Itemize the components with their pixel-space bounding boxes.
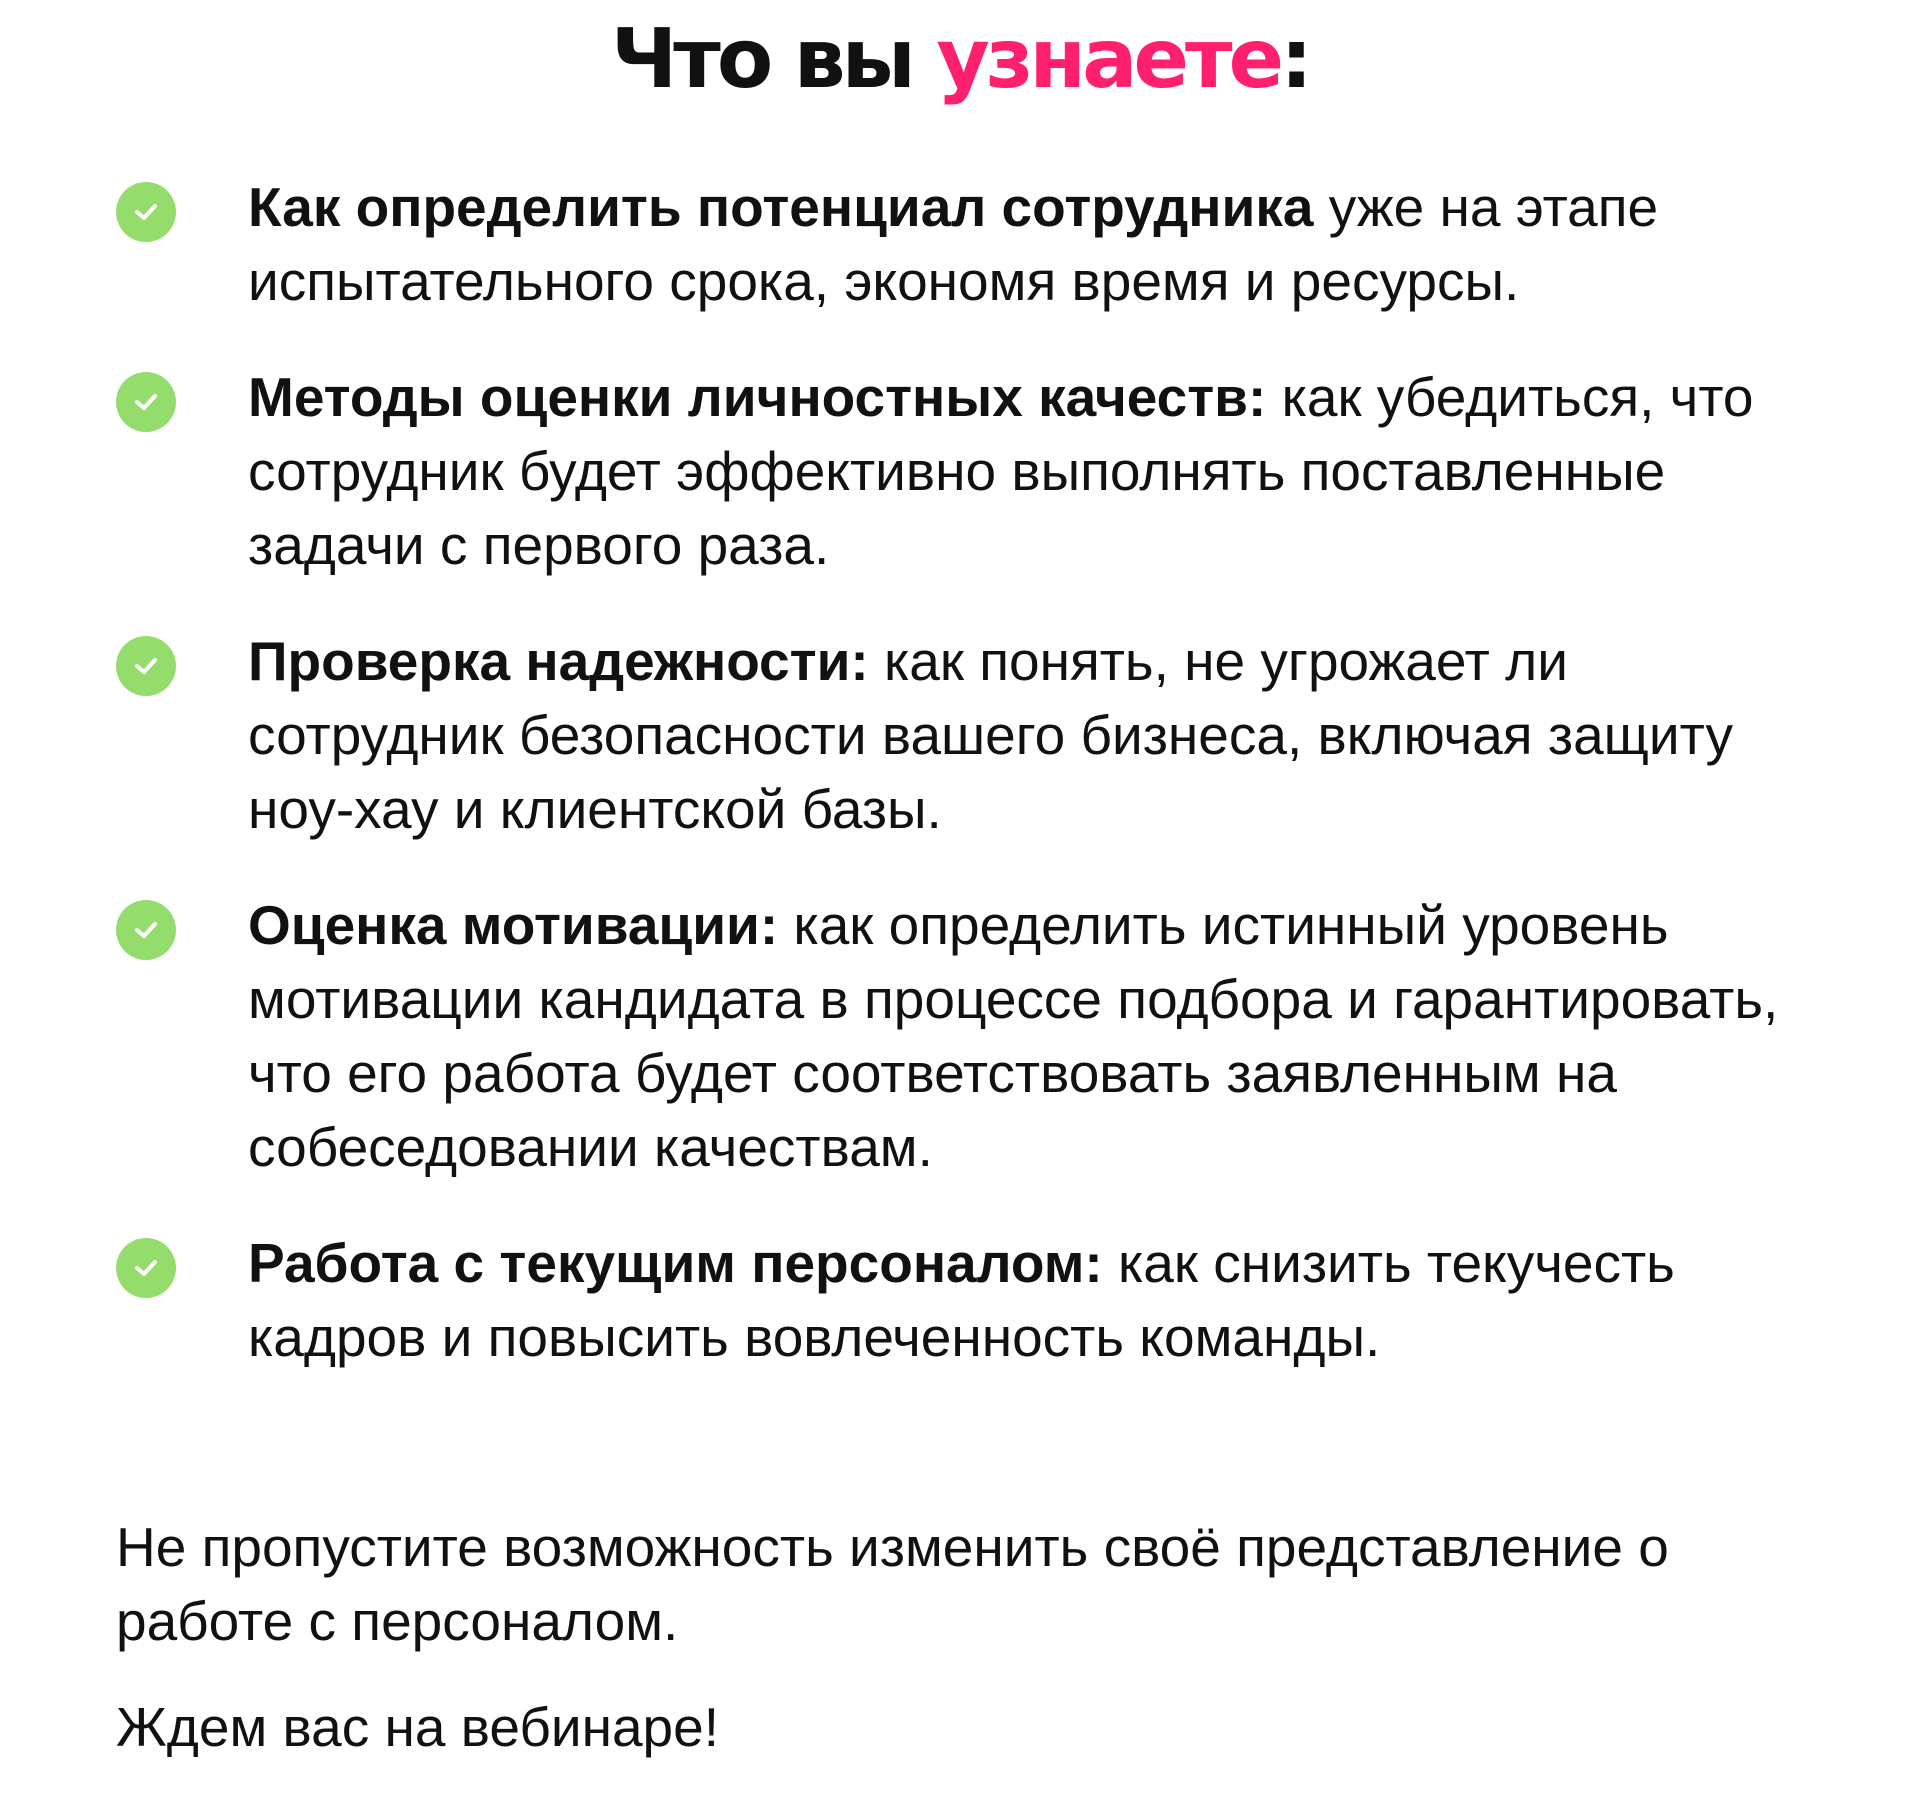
- item-text: уже на этапе испытательного срока, экономя время и ресурсы.: [248, 176, 1659, 312]
- list-item: [116, 1226, 1836, 1374]
- check-circle-icon: [116, 372, 176, 432]
- list-item: [116, 360, 1836, 582]
- check-circle-icon: [116, 636, 176, 696]
- item-bold-text: Проверка надежности:: [248, 630, 869, 692]
- outro-line-2: Ждем вас на вебинаре!: [116, 1696, 719, 1758]
- check-circle-icon: [116, 900, 176, 960]
- item-bold-text: Как определить потенциал сотрудника: [248, 176, 1314, 238]
- check-circle-icon: [116, 182, 176, 242]
- item-text: как определить истинный уровень мотивации кандидата в процессе подбора и гарантировать, что его работа будет соответствовать заявленным на собеседовании качествам.: [248, 894, 1779, 1178]
- item-text: как понять, не угрожает ли сотрудник безопасности вашего бизнеса, включая защиту ноу-хау и клиентской базы.: [248, 630, 1733, 840]
- item-text: как снизить текучесть кадров и повысить вовлеченность команды.: [248, 1232, 1675, 1368]
- item-text: как убедиться, что сотрудник будет эффективно выполнять поставленные задачи с первого раза.: [248, 366, 1754, 576]
- list-item: [116, 888, 1836, 1184]
- outro-text: [116, 1510, 1836, 1796]
- item-bold-text: Работа с текущим персоналом:: [248, 1232, 1103, 1294]
- item-bold-text: Методы оценки личностных качеств:: [248, 366, 1267, 428]
- list-item: [116, 624, 1836, 846]
- page-title: [0, 10, 1920, 110]
- check-circle-icon: [116, 1238, 176, 1298]
- title-colon: :: [1280, 12, 1309, 107]
- outro-line-1: Не пропустите возможность изменить своё представление о работе с персоналом.: [116, 1516, 1669, 1652]
- title-text: Что вы: [611, 12, 937, 107]
- list-item: [116, 170, 1836, 318]
- benefits-list: [116, 170, 1836, 1416]
- item-bold-text: Оценка мотивации:: [248, 894, 779, 956]
- title-accent: узнаете: [936, 12, 1281, 107]
